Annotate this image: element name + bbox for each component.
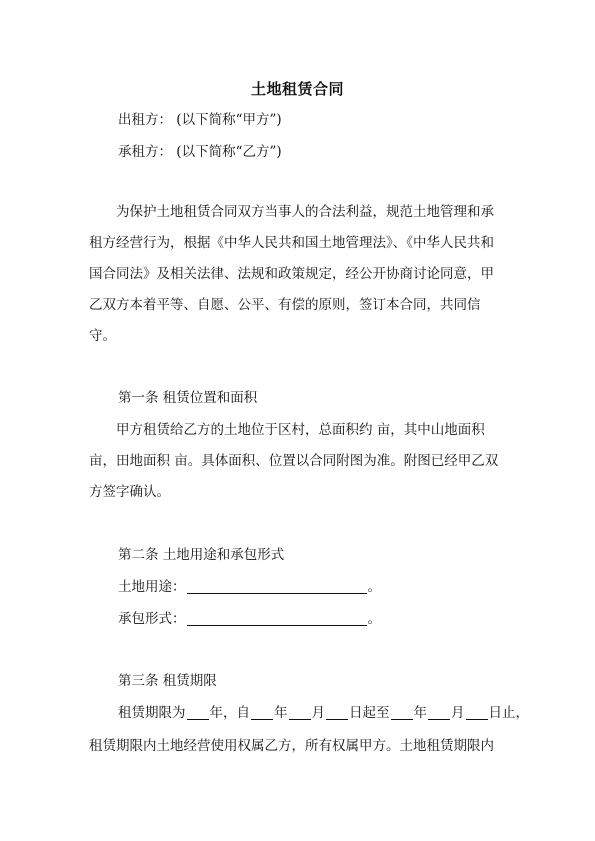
land-use-line — [118, 577, 381, 597]
lessor-note: (以下简称“甲方”) — [176, 112, 282, 128]
document-title: 土地租赁合同 — [250, 80, 344, 98]
lessor-line — [118, 110, 282, 130]
term-text-end-month: 月 — [451, 705, 465, 721]
article3-continuation: 租赁期限内土地经营使用权属乙方，所有权属甲方。土地租赁期限内 — [89, 738, 494, 754]
start-year-blank — [251, 704, 273, 720]
term-text-year-from: 年，自 — [209, 705, 250, 721]
lessor-label: 出租方： — [118, 112, 172, 128]
lessee-label: 承租方： — [118, 144, 172, 160]
article1-body: 甲方租赁给乙方的土地位于区村，总面积约 亩，其中山地面积 亩，田地面积 亩。具体面积、位置以合同附图为准。附图已经甲乙双方签字确认。 — [89, 422, 499, 500]
contract-form-label: 承包形式： — [118, 611, 186, 627]
article3-heading: 第三条 租赁期限 — [118, 673, 217, 689]
lessee-line — [118, 142, 282, 162]
term-text-period: 租赁期限为 — [118, 705, 186, 721]
term-text-year: 年 — [274, 705, 288, 721]
lease-term-line — [118, 703, 529, 723]
start-day-blank — [326, 704, 348, 720]
lessee-note: (以下简称“乙方”) — [176, 144, 282, 160]
end-month-blank — [428, 704, 450, 720]
preamble-paragraph: 为保护土地租赁合同双方当事人的合法利益，规范土地管理和承租方经营行为，根据《中华人民共和国土地管理法》、《中华人民共和国合同法》及相关法律、法规和政策规定，经公开协商讨论同意，甲乙双方本着平等、自愿、公平、有偿的原则，签订本合同，共同信守。 — [89, 204, 494, 344]
article2-heading: 第二条 土地用途和承包形式 — [118, 547, 285, 563]
contract-form-blank — [187, 610, 367, 626]
term-years-blank — [187, 704, 209, 720]
land-use-blank — [187, 578, 367, 594]
term-text-end-year: 年 — [413, 705, 427, 721]
term-text-month: 月 — [311, 705, 325, 721]
land-use-end: 。 — [367, 579, 381, 595]
start-month-blank — [289, 704, 311, 720]
contract-form-line — [118, 609, 381, 629]
term-text-day-to: 日起至 — [349, 705, 390, 721]
contract-form-end: 。 — [367, 611, 381, 627]
article1-heading: 第一条 租赁位置和面积 — [118, 390, 258, 406]
term-text-day-end: 日止， — [488, 705, 529, 721]
end-day-blank — [466, 704, 488, 720]
end-year-blank — [391, 704, 413, 720]
land-use-label: 土地用途： — [118, 579, 186, 595]
